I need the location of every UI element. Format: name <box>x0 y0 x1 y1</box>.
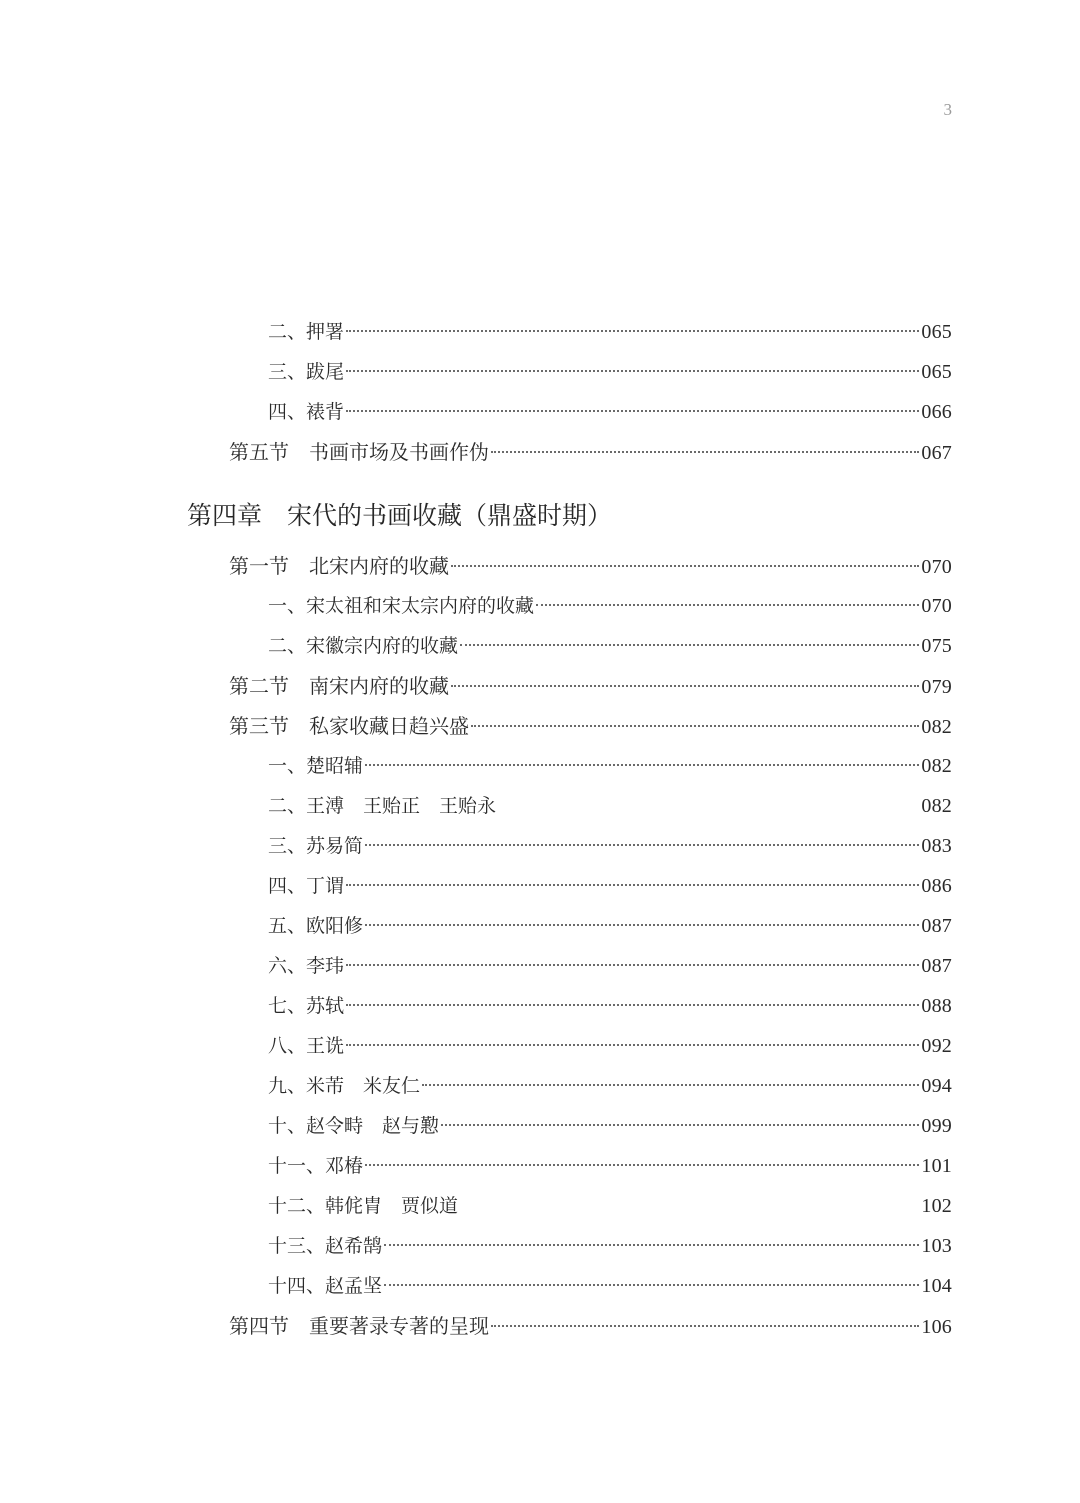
toc-entry-label: 五、欧阳修 <box>268 915 364 937</box>
toc-entry <box>268 1071 952 1101</box>
dot-leader <box>451 565 919 567</box>
toc-entry-label: 十四、赵孟坚 <box>268 1275 383 1297</box>
toc-entry-page: 101 <box>921 1155 952 1177</box>
toc-entry-label: 第四节 重要著录专著的呈现 <box>229 1314 489 1338</box>
toc-entry-label: 八、王诜 <box>268 1035 345 1057</box>
toc-entry-label: 七、苏轼 <box>268 995 345 1017</box>
toc-section-entry <box>229 1311 952 1341</box>
toc-entry-label: 二、押署 <box>268 321 345 343</box>
dot-leader <box>365 1164 919 1166</box>
dot-leader <box>365 764 919 766</box>
dot-leader <box>365 844 919 846</box>
toc-entry-page: 082 <box>921 795 952 817</box>
toc-entry-page: 102 <box>921 1195 952 1217</box>
dot-leader <box>346 1044 919 1046</box>
toc-entry-label: 九、米芾 米友仁 <box>268 1075 421 1097</box>
toc-entry <box>268 791 952 821</box>
toc-entry <box>268 357 952 387</box>
toc-entry-page: 104 <box>921 1275 952 1297</box>
toc-entry-label: 一、楚昭辅 <box>268 755 364 777</box>
toc-entry-page: 065 <box>921 361 952 383</box>
dot-leader <box>346 964 919 966</box>
toc-section-entry <box>229 437 952 467</box>
toc-entry-label: 一、宋太祖和宋太宗内府的收藏 <box>268 595 535 617</box>
toc-entry-page: 094 <box>921 1075 952 1097</box>
toc-entry-page: 082 <box>921 755 952 777</box>
chapter-heading: 第四章 宋代的书画收藏（鼎盛时期） <box>187 501 613 530</box>
dot-leader <box>346 884 919 886</box>
dot-leader <box>491 1325 919 1327</box>
toc-entry-label: 第一节 北宋内府的收藏 <box>229 554 449 578</box>
toc-entry-page: 106 <box>921 1316 952 1338</box>
toc-entry <box>268 317 952 347</box>
toc-entry <box>268 871 952 901</box>
toc-entry <box>268 1031 952 1061</box>
toc-entry-page: 066 <box>921 401 952 423</box>
dot-leader <box>422 1084 919 1086</box>
dot-leader <box>491 451 919 453</box>
toc-entry <box>268 1271 952 1301</box>
toc-entry-label: 十二、韩侂胄 贾似道 <box>268 1195 459 1217</box>
toc-entry-label: 十一、邓椿 <box>268 1155 364 1177</box>
toc-entry-label: 二、宋徽宗内府的收藏 <box>268 635 459 657</box>
toc-entry-page: 086 <box>921 875 952 897</box>
toc-entry-page: 070 <box>921 556 952 578</box>
toc-entry-page: 088 <box>921 995 952 1017</box>
dot-leader <box>346 410 919 412</box>
toc-entry-page: 087 <box>921 955 952 977</box>
toc-entry-label: 三、苏易简 <box>268 835 364 857</box>
toc-entry <box>268 751 952 781</box>
dot-leader <box>346 370 919 372</box>
page-number: 3 <box>943 100 952 119</box>
toc-entry-label: 四、裱背 <box>268 401 345 423</box>
toc-section-entry <box>229 711 952 741</box>
dot-leader <box>460 644 919 646</box>
toc-entry <box>268 991 952 1021</box>
dot-leader <box>346 1004 919 1006</box>
toc-entry <box>268 1231 952 1261</box>
dot-leader <box>346 330 919 332</box>
toc-entry-page: 070 <box>921 595 952 617</box>
toc-entry <box>268 631 952 661</box>
dot-leader <box>471 725 919 727</box>
dot-leader <box>460 1204 919 1206</box>
toc-entry <box>268 951 952 981</box>
toc-section-entry <box>229 551 952 581</box>
toc-entry <box>268 1151 952 1181</box>
dot-leader <box>498 804 919 806</box>
toc-entry-page: 075 <box>921 635 952 657</box>
toc-entry-page: 103 <box>921 1235 952 1257</box>
toc-entry <box>268 591 952 621</box>
toc-entry-page: 082 <box>921 716 952 738</box>
toc-entry-label: 三、跋尾 <box>268 361 345 383</box>
toc-entry-page: 067 <box>921 442 952 464</box>
dot-leader <box>384 1284 919 1286</box>
toc-entry-page: 079 <box>921 676 952 698</box>
toc-entry-label: 十三、赵希鹄 <box>268 1235 383 1257</box>
dot-leader <box>536 604 919 606</box>
dot-leader <box>441 1124 919 1126</box>
toc-entry <box>268 1111 952 1141</box>
dot-leader <box>384 1244 919 1246</box>
toc-entry-label: 第五节 书画市场及书画作伪 <box>229 440 489 464</box>
toc-entry-label: 二、王溥 王贻正 王贻永 <box>268 795 497 817</box>
toc-entry-label: 第二节 南宋内府的收藏 <box>229 674 449 698</box>
dot-leader <box>365 924 919 926</box>
toc-entry-label: 十、赵令畤 赵与懃 <box>268 1115 440 1137</box>
toc-entry-page: 092 <box>921 1035 952 1057</box>
dot-leader <box>451 685 919 687</box>
toc-entry-label: 四、丁谓 <box>268 875 345 897</box>
toc-entry-label: 六、李玮 <box>268 955 345 977</box>
toc-entry <box>268 1191 952 1221</box>
toc-entry-label: 第三节 私家收藏日趋兴盛 <box>229 714 469 738</box>
toc-entry-page: 087 <box>921 915 952 937</box>
toc-entry <box>268 831 952 861</box>
toc-entry <box>268 911 952 941</box>
toc-entry-page: 083 <box>921 835 952 857</box>
toc-entry-page: 099 <box>921 1115 952 1137</box>
toc-entry-page: 065 <box>921 321 952 343</box>
toc-section-entry <box>229 671 952 701</box>
toc-entry <box>268 397 952 427</box>
